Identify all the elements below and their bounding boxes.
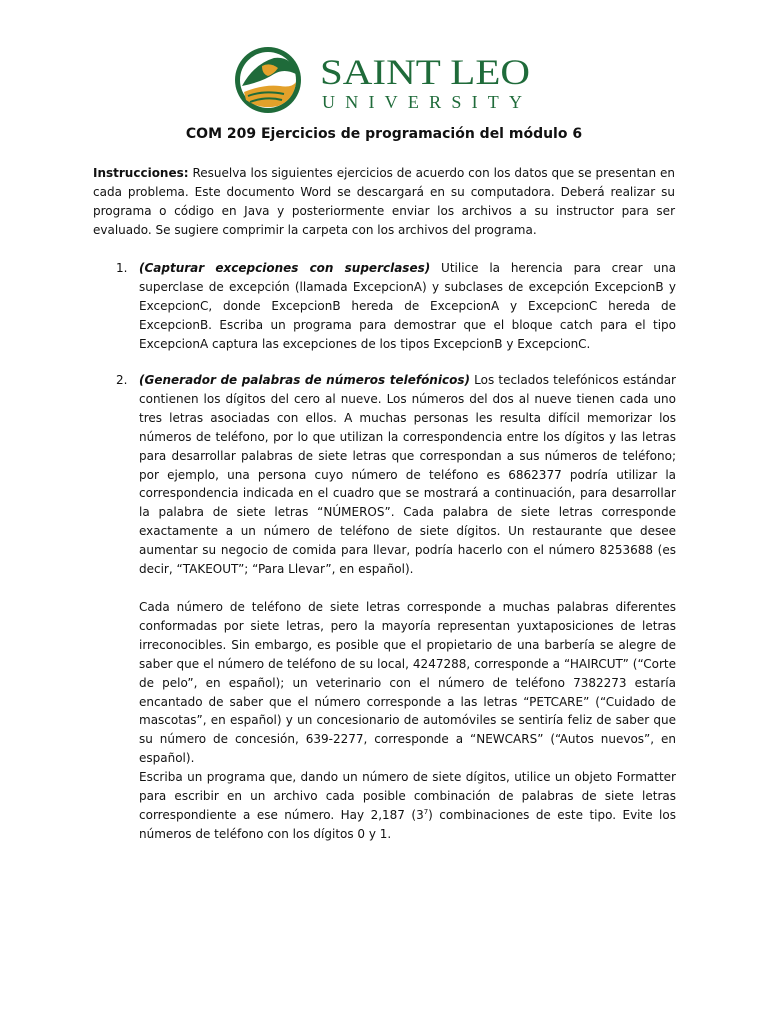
- instructions-paragraph: [93, 164, 675, 240]
- logo-text-top: SAINT LEO: [320, 52, 530, 92]
- item-heading: (Generador de palabras de números telefónicos): [139, 373, 470, 387]
- university-logo: [234, 46, 534, 114]
- item-paragraph: Cada número de teléfono de siete letras corresponde a muchas palabras diferentes conformadas por siete letras, pero la mayoría representan yuxtaposiciones de letras irreconocibles. Sin embargo, es posible que el propietario de una barbería se alegre de saber que el número de teléfono de su local, 4247288, corresponde a “HAIRCUT” (“Corte de pelo”, en español); un veterinario con el número de teléfono 7382273 estaría encantado de saber que el número corresponde a las letras “PETCARE” (“Cuidado de mascotas”, en español) y un concesionario de automóviles se sentiría feliz de saber que su número de concesión, 639-2277, corresponde a “NEWCARS” (“Autos nuevos”, en español).: [139, 599, 676, 766]
- instructions-text: Resuelva los siguientes ejercicios de acuerdo con los datos que se presentan en cada problema. Este documento Word se descargará en su computadora. Deberá realizar su programa o código en Java y posteriormente enviar los archivos a su instructor para ser evaluado. Se sugiere comprimir la carpeta con los archivos del programa.: [93, 166, 675, 237]
- instructions-label: Instrucciones:: [93, 166, 189, 180]
- item-body: Los teclados telefónicos estándar contienen los dígitos del cero al nueve. Los números del dos al nueve tienen cada uno tres letras asociadas con ellos. A muchas personas les resulta difícil memorizar los números de teléfono, por lo que utilizan la correspondencia entre los dígitos y las letras para desarrollar palabras de siete letras que correspondan a sus números de teléfono; por ejemplo, una persona cuyo número de teléfono es 6862377 podría utilizar la correspondencia indicada en el cuadro que se mostrará a continuación, para desarrollar la palabra de siete letras “NÚMEROS”. Cada palabra de siete letras corresponde exactamente a un número de teléfono de siete dígitos. Un restaurante que desee aumentar su negocio de comida para llevar, podría hacerlo con el número 8253688 (es decir, “TAKEOUT”; “Para Llevar”, en español).: [139, 373, 676, 577]
- item-heading: (Capturar excepciones con superclases): [139, 261, 431, 275]
- list-item-text: [139, 371, 676, 844]
- list-item: [116, 259, 676, 354]
- item-paragraph: [139, 768, 676, 844]
- lion-emblem-icon: [235, 47, 301, 113]
- item-body: ) combinaciones de este tipo. Evite los números de teléfono con los dígitos 0 y 1.: [139, 807, 676, 841]
- list-item: [116, 371, 676, 844]
- item-body: Utilice la herencia para crear una superclase de excepción (llamada ExcepcionA) y subclases de excepción ExcepcionB y ExcepcionC, donde ExcepcionB hereda de ExcepcionA y ExcepcionC hereda de ExcepcionB. Escriba un programa para demostrar que el bloque catch para el tipo ExcepcionA captura las excepciones de los tipos ExcepcionB y ExcepcionC.: [139, 261, 676, 351]
- list-item-text: [139, 259, 676, 354]
- logo-text-bottom: UNIVERSITY: [322, 92, 522, 112]
- page-title: COM 209 Ejercicios de programación del módulo 6: [185, 126, 583, 142]
- item-body: Escriba un programa que, dando un número de siete dígitos, utilice un objeto Formatter para escribir en un archivo cada posible combinación de palabras de siete letras correspondiente a ese número. Hay 2,187 (3: [139, 770, 676, 822]
- list-number: 2.: [116, 373, 128, 387]
- item-paragraph: [139, 371, 676, 579]
- list-number: 1.: [116, 261, 128, 275]
- exponent: 7: [423, 807, 429, 816]
